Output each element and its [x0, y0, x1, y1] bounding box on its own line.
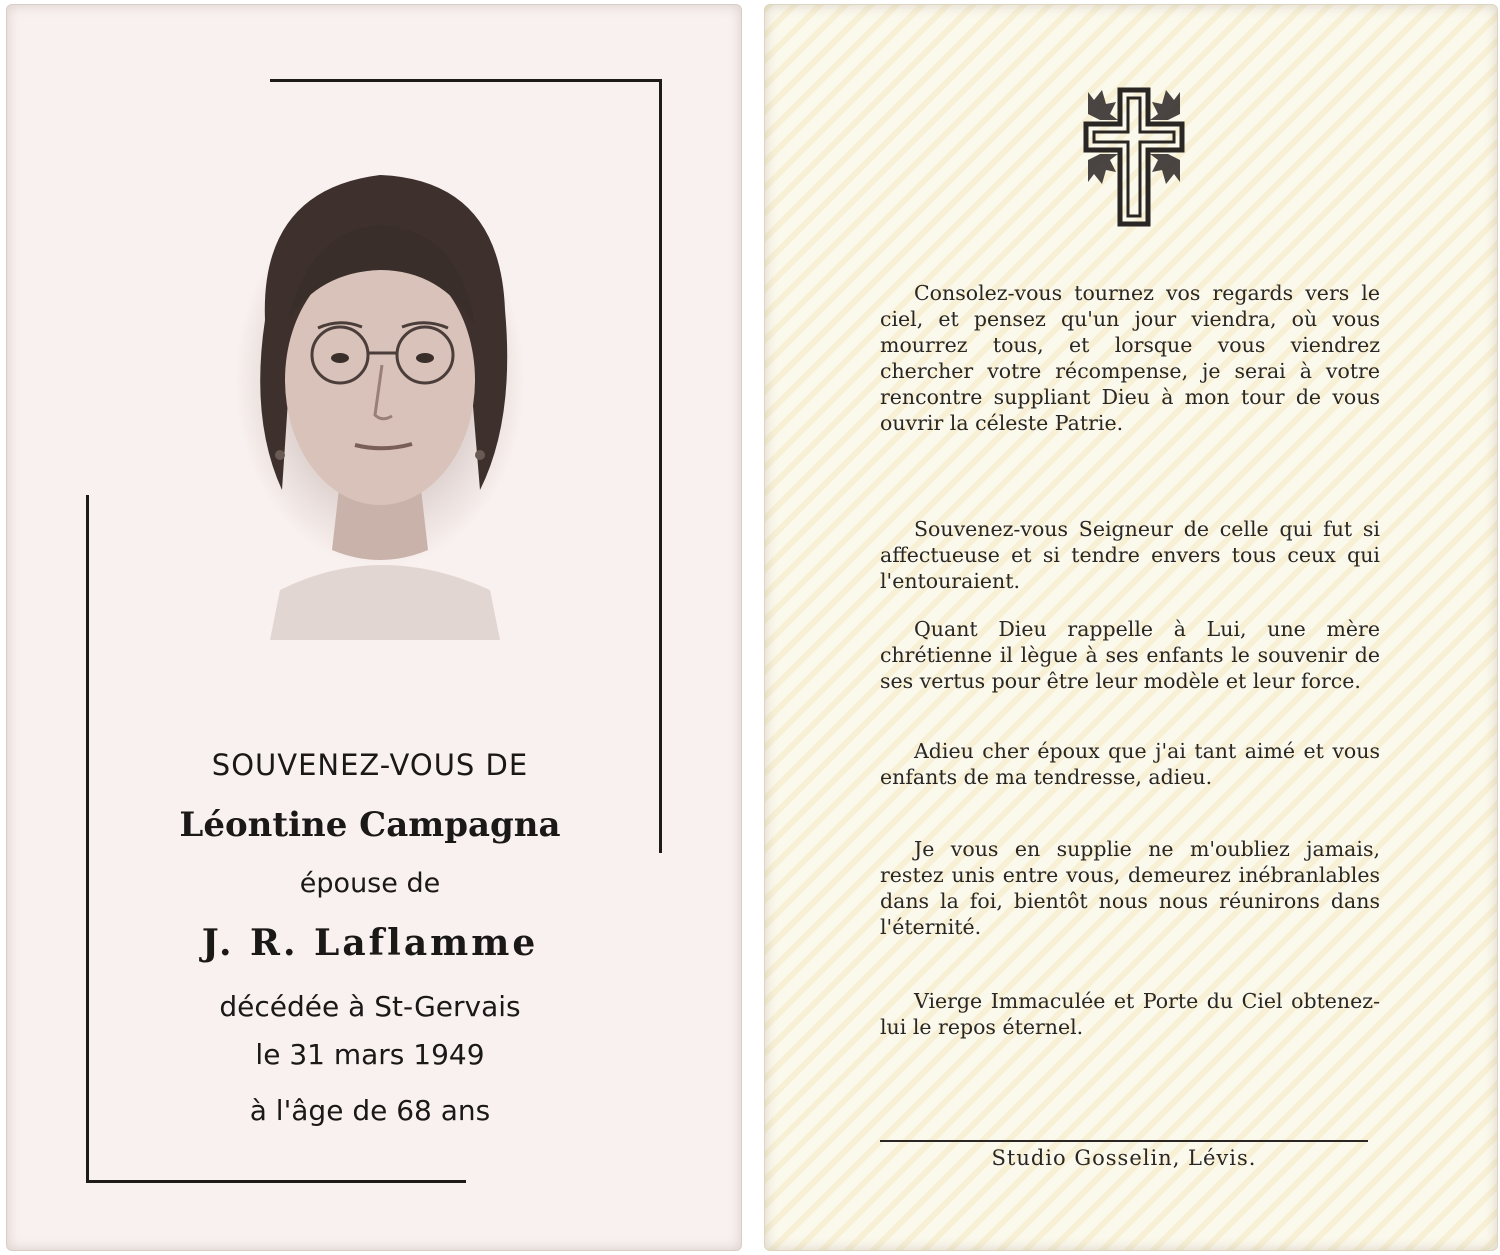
footer-divider [880, 1140, 1368, 1142]
prayer-paragraph: Vierge Immaculée et Porte du Ciel obtenez-lui le repos éternel. [880, 989, 1380, 1039]
prayer-paragraph: Consolez-vous tournez vos regards vers le ciel, et pensez qu'un jour viendra, où vous mourrez tous, et lorsque vous viendrez chercher votre récompense, je serai à votre rencontre suppliant Dieu à mon tour de vous ouvrir la céleste Patrie. [880, 281, 1380, 435]
prayer-paragraph: Quant Dieu rappelle à Lui, une mère chrétienne il lègue à ses enfants le souvenir de ses vertus pour être leur modèle et leur force. [880, 617, 1380, 693]
portrait-photo [170, 120, 590, 640]
prayer-paragraph: Je vous en supplie ne m'oubliez jamais, restez unis entre vous, demeurez inébranlables dans la foi, bientôt nous nous réunirons dans l'éternité. [880, 837, 1380, 939]
studio-credit: Studio Gosselin, Lévis. [991, 1146, 1257, 1170]
card-heading: SOUVENEZ-VOUS DE [211, 748, 529, 782]
card-separator [742, 0, 762, 1255]
deceased-name: Léontine Campagna [179, 805, 561, 845]
prayer-paragraph: Adieu cher époux que j'ai tant aimé et vous enfants de ma tendresse, adieu. [880, 739, 1380, 789]
prayer-paragraph: Souvenez-vous Seigneur de celle qui fut si affectueuse et si tendre envers tous ceux qui l'entouraient. [880, 517, 1380, 593]
age-at-death: à l'âge de 68 ans [249, 1094, 491, 1127]
frame-left-line [86, 495, 89, 1183]
frame-bottom-line [86, 1180, 466, 1183]
cross-icon [1080, 84, 1188, 230]
spouse-name: J. R. Laflamme [201, 922, 539, 964]
death-date: le 31 mars 1949 [255, 1038, 485, 1071]
death-place: décédée à St-Gervais [219, 990, 521, 1023]
frame-right-line [659, 79, 662, 853]
relation-text: épouse de [299, 868, 441, 899]
frame-top-line [270, 79, 662, 82]
